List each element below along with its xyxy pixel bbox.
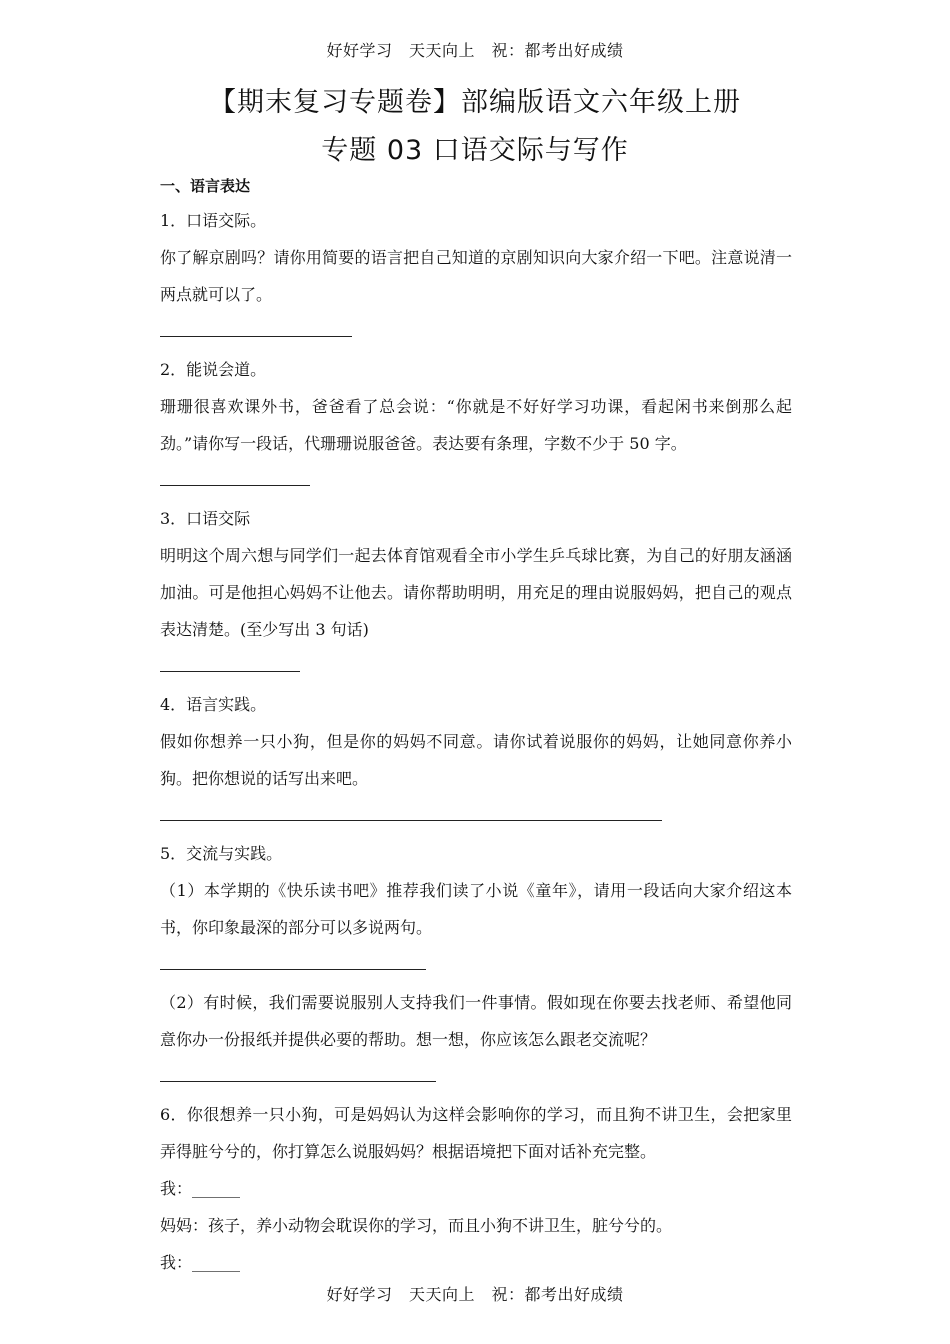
page-footer: 好好学习 天天向上 祝：都考出好成绩	[326, 1285, 624, 1304]
q1-heading: 1．口语交际。	[160, 211, 267, 230]
q1-text: 你了解京剧吗？请你用简要的语言把自己知道的京剧知识向大家介绍一下吧。注意说清一两点就可以了。	[160, 248, 792, 304]
q3-heading: 3．口语交际	[160, 509, 251, 528]
q2-answer-line[interactable]	[160, 484, 310, 486]
q3-answer-line[interactable]	[160, 670, 300, 672]
q5-part2: （2）有时候，我们需要说服别人支持我们一件事情。假如现在你要去找老师、希望他同意你办一份报纸并提供必要的帮助。想一想，你应该怎么跟老交流呢？	[160, 993, 792, 1049]
q6-dialog-me-1[interactable]: 我：______	[160, 1179, 241, 1198]
q6-text: 6．你很想养一只小狗，可是妈妈认为这样会影响你的学习，而且狗不讲卫生，会把家里弄得脏兮兮的，你打算怎么说服妈妈？根据语境把下面对话补充完整。	[160, 1105, 792, 1161]
title-line-1: 【期末复习专题卷】部编版语文六年级上册	[209, 87, 741, 118]
q2-text: 珊珊很喜欢课外书，爸爸看了总会说：“你就是不好好学习功课，看起闲书来倒那么起劲。”请你写一段话，代珊珊说服爸爸。表达要有条理，字数不少于 50 字。	[160, 397, 792, 453]
exam-content	[160, 174, 792, 1281]
q1-answer-line[interactable]	[160, 335, 352, 337]
q5-part1: （1）本学期的《快乐读书吧》推荐我们读了小说《童年》，请用一段话向大家介绍这本书，你印象最深的部分可以多说两句。	[160, 881, 792, 937]
q6-dialog-mom: 妈妈：孩子，养小动物会耽误你的学习，而且小狗不讲卫生，脏兮兮的。	[160, 1216, 673, 1235]
page-header: 好好学习 天天向上 祝：都考出好成绩	[326, 41, 624, 60]
q4-answer-line[interactable]	[160, 819, 662, 821]
q5-part2-answer-line[interactable]	[160, 1080, 436, 1082]
q4-text: 假如你想养一只小狗，但是你的妈妈不同意。请你试着说服你的妈妈，让她同意你养小狗。把你想说的话写出来吧。	[160, 732, 792, 788]
q5-part1-answer-line[interactable]	[160, 968, 426, 970]
q3-text: 明明这个周六想与同学们一起去体育馆观看全市小学生乒乓球比赛，为自己的好朋友涵涵加油。可是他担心妈妈不让他去。请你帮助明明，用充足的理由说服妈妈，把自己的观点表达清楚。(至少写出 3 句话)	[160, 546, 792, 639]
q2-heading: 2．能说会道。	[160, 360, 267, 379]
q4-heading: 4．语言实践。	[160, 695, 267, 714]
title-line-2: 专题 03 口语交际与写作	[321, 135, 629, 166]
q6-dialog-me-2[interactable]: 我：______	[160, 1253, 241, 1272]
section-heading: 一、语言表达	[160, 177, 251, 195]
q5-heading: 5．交流与实践。	[160, 844, 283, 863]
